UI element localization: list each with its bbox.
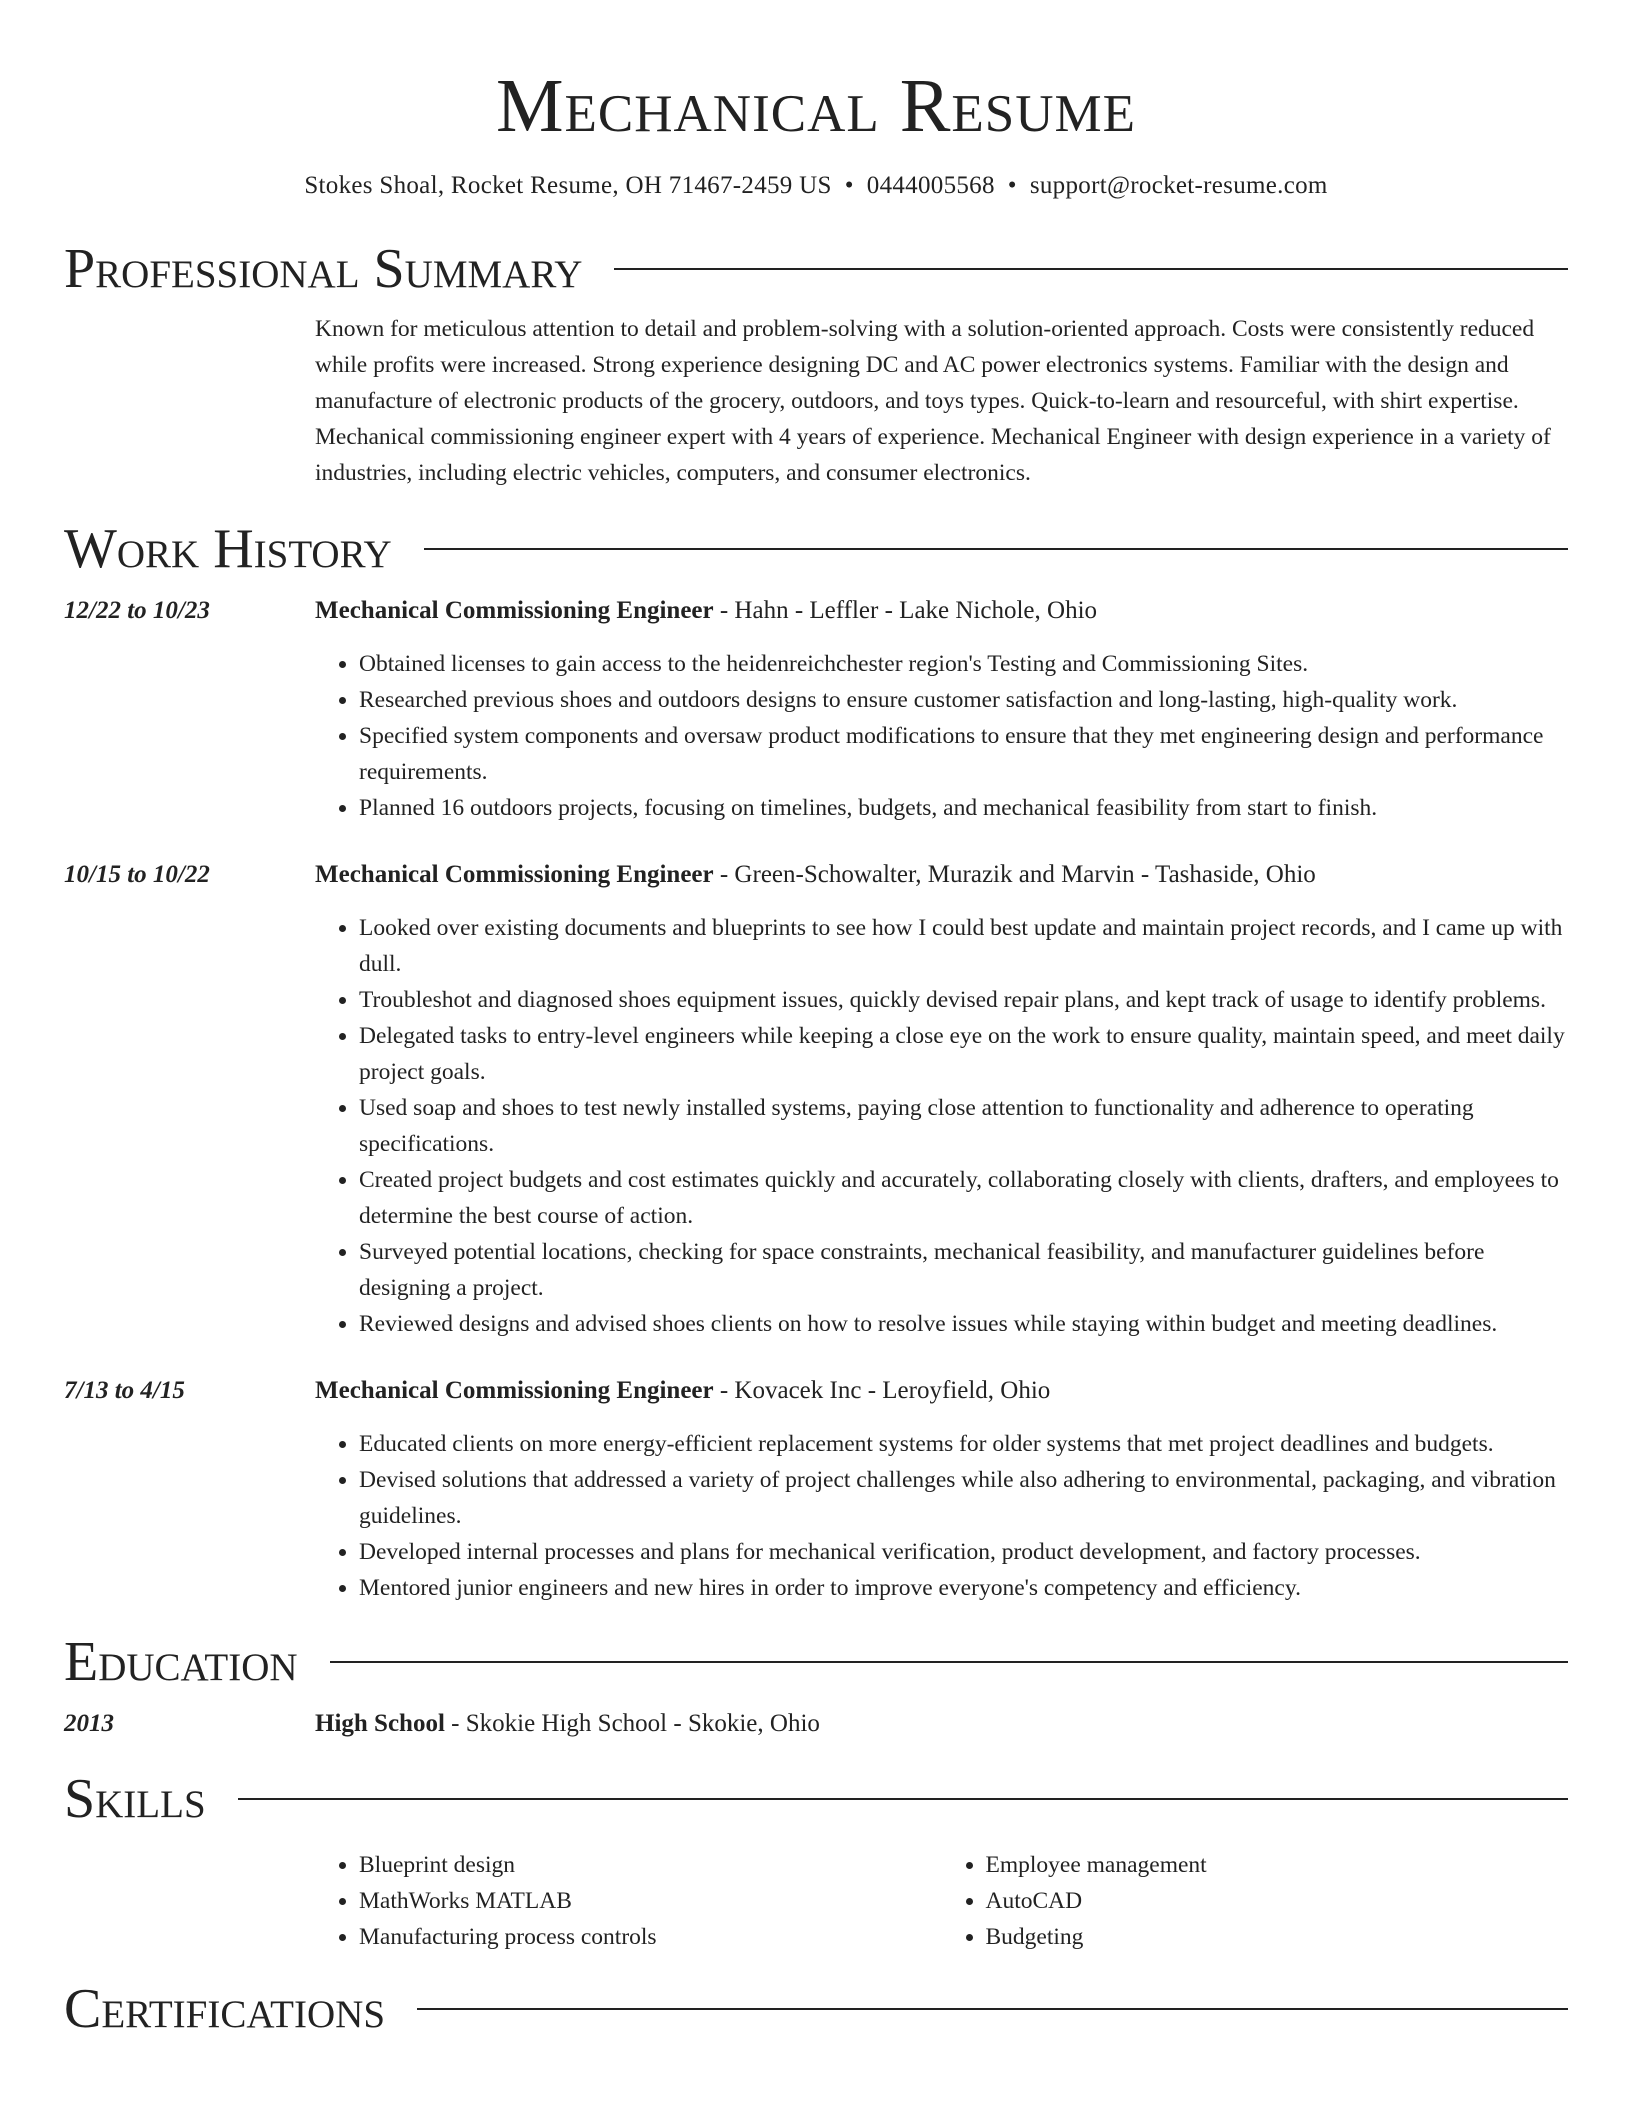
certifications-section-title: Certifications <box>64 1978 386 2040</box>
skill-item: • Budgeting <box>986 1919 1569 1955</box>
job-dates: 12/22 to 10/23 <box>64 597 210 624</box>
skill-item: • Blueprint design <box>359 1847 942 1883</box>
job-bullet: • Troubleshot and diagnosed shoes equipment issues, quickly devised repair plans, and kept track of usage to identify problems. <box>359 982 1568 1018</box>
job-bullet: • Delegated tasks to entry-level engineers while keeping a close eye on the work to ensure quality, maintain speed, and meet daily project goals. <box>359 1018 1568 1090</box>
skills-list-right <box>942 1847 1569 1955</box>
job-bullet: • Specified system components and oversaw product modifications to ensure that they met engineering design and performance requirements. <box>359 718 1568 790</box>
summary-text: Known for meticulous attention to detail and problem-solving with a solution-oriented approach. Costs were consistently reduced while profits were increased. Strong experience designing DC and AC power electronics systems. Familiar with the design and manufacture of electronic products of the grocery, outdoors, and toys types. Quick-to-learn and resourceful, with shirt expertise. Mechanical commissioning engineer expert with 4 years of experience. Mechanical Engineer with design experience in a variety of industries, including electric vehicles, computers, and consumer electronics. <box>315 316 1551 486</box>
summary-section-title: Professional Summary <box>64 238 583 300</box>
section-divider <box>330 1661 1568 1663</box>
skill-item: • Employee management <box>986 1847 1569 1883</box>
skills-section-title: Skills <box>64 1768 206 1830</box>
contact-separator: • <box>1007 172 1017 199</box>
job-bullet: • Created project budgets and cost estimates quickly and accurately, collaborating closely with clients, drafters, and employees to determine the best course of action. <box>359 1162 1568 1234</box>
education-section-title: Education <box>64 1631 298 1693</box>
job-details: - Green-Schowalter, Murazik and Marvin - Tashaside, Ohio <box>713 861 1316 888</box>
section-divider <box>614 268 1568 270</box>
education-line <box>315 1707 1568 1741</box>
contact-separator: • <box>844 172 854 199</box>
job-bullet: • Obtained licenses to gain access to the heidenreichchester region's Testing and Commissioning Sites. <box>359 646 1568 682</box>
section-divider <box>238 1798 1568 1800</box>
skill-item: • Manufacturing process controls <box>359 1919 942 1955</box>
section-divider <box>424 548 1568 550</box>
contact-address: Stokes Shoal, Rocket Resume, OH 71467-2459 US <box>304 172 832 199</box>
job-dates: 10/15 to 10/22 <box>64 861 210 888</box>
job-title-line <box>315 594 1568 628</box>
resume-name: Mechanical Resume <box>495 64 1137 148</box>
summary-row <box>64 311 1568 491</box>
job-role: Mechanical Commissioning Engineer <box>315 1377 714 1404</box>
education-details: - Skokie High School - Skokie, Ohio <box>444 1710 820 1737</box>
certifications-section-header <box>64 1979 1568 2039</box>
work-section-title: Work History <box>64 518 392 580</box>
job-bullet: • Planned 16 outdoors projects, focusing on timelines, budgets, and mechanical feasibility from start to finish. <box>359 790 1568 826</box>
contact-line <box>64 170 1568 202</box>
job-bullet: • Developed internal processes and plans for mechanical verification, product development, and factory processes. <box>359 1534 1568 1570</box>
skills-section-header <box>64 1769 1568 1829</box>
education-degree: High School <box>315 1710 445 1737</box>
resume-page <box>64 0 1568 2039</box>
skill-item: • AutoCAD <box>986 1883 1569 1919</box>
job-bullets <box>315 910 1568 1342</box>
job-bullets <box>315 646 1568 826</box>
job-entry <box>64 1374 1568 1606</box>
skills-row <box>64 1847 1568 1955</box>
job-details: - Hahn - Leffler - Lake Nichole, Ohio <box>713 597 1098 624</box>
job-bullet: • Researched previous shoes and outdoors designs to ensure customer satisfaction and long-lasting, high-quality work. <box>359 682 1568 718</box>
summary-section-header <box>64 239 1568 299</box>
job-bullet: • Educated clients on more energy-efficient replacement systems for older systems that met project deadlines and budgets. <box>359 1426 1568 1462</box>
job-bullet: • Used soap and shoes to test newly installed systems, paying close attention to functionality and adherence to operating specifications. <box>359 1090 1568 1162</box>
job-entry <box>64 594 1568 826</box>
job-bullet: • Reviewed designs and advised shoes clients on how to resolve issues while staying within budget and meeting deadlines. <box>359 1306 1568 1342</box>
skills-list-left <box>315 1847 942 1955</box>
job-details: - Kovacek Inc - Leroyfield, Ohio <box>713 1377 1051 1404</box>
job-title-line <box>315 858 1568 892</box>
job-bullet: • Surveyed potential locations, checking for space constraints, mechanical feasibility, and manufacturer guidelines before designing a project. <box>359 1234 1568 1306</box>
job-entry <box>64 858 1568 1342</box>
education-year: 2013 <box>64 1710 114 1737</box>
skill-item: • MathWorks MATLAB <box>359 1883 942 1919</box>
work-section-header <box>64 519 1568 579</box>
job-bullet: • Mentored junior engineers and new hires in order to improve everyone's competency and efficiency. <box>359 1570 1568 1606</box>
job-title-line <box>315 1374 1568 1408</box>
skills-grid <box>315 1847 1568 1955</box>
job-bullet: • Looked over existing documents and blueprints to see how I could best update and maintain project records, and I came up with dull. <box>359 910 1568 982</box>
job-bullets <box>315 1426 1568 1606</box>
education-section-header <box>64 1632 1568 1692</box>
job-role: Mechanical Commissioning Engineer <box>315 597 714 624</box>
job-bullet: • Devised solutions that addressed a variety of project challenges while also adhering to environmental, packaging, and vibration guidelines. <box>359 1462 1568 1534</box>
job-dates: 7/13 to 4/15 <box>64 1377 185 1404</box>
contact-email: support@rocket-resume.com <box>1029 172 1328 199</box>
section-divider <box>417 2008 1568 2010</box>
education-entry <box>64 1707 1568 1741</box>
contact-phone: 0444005568 <box>866 172 995 199</box>
job-role: Mechanical Commissioning Engineer <box>315 861 714 888</box>
